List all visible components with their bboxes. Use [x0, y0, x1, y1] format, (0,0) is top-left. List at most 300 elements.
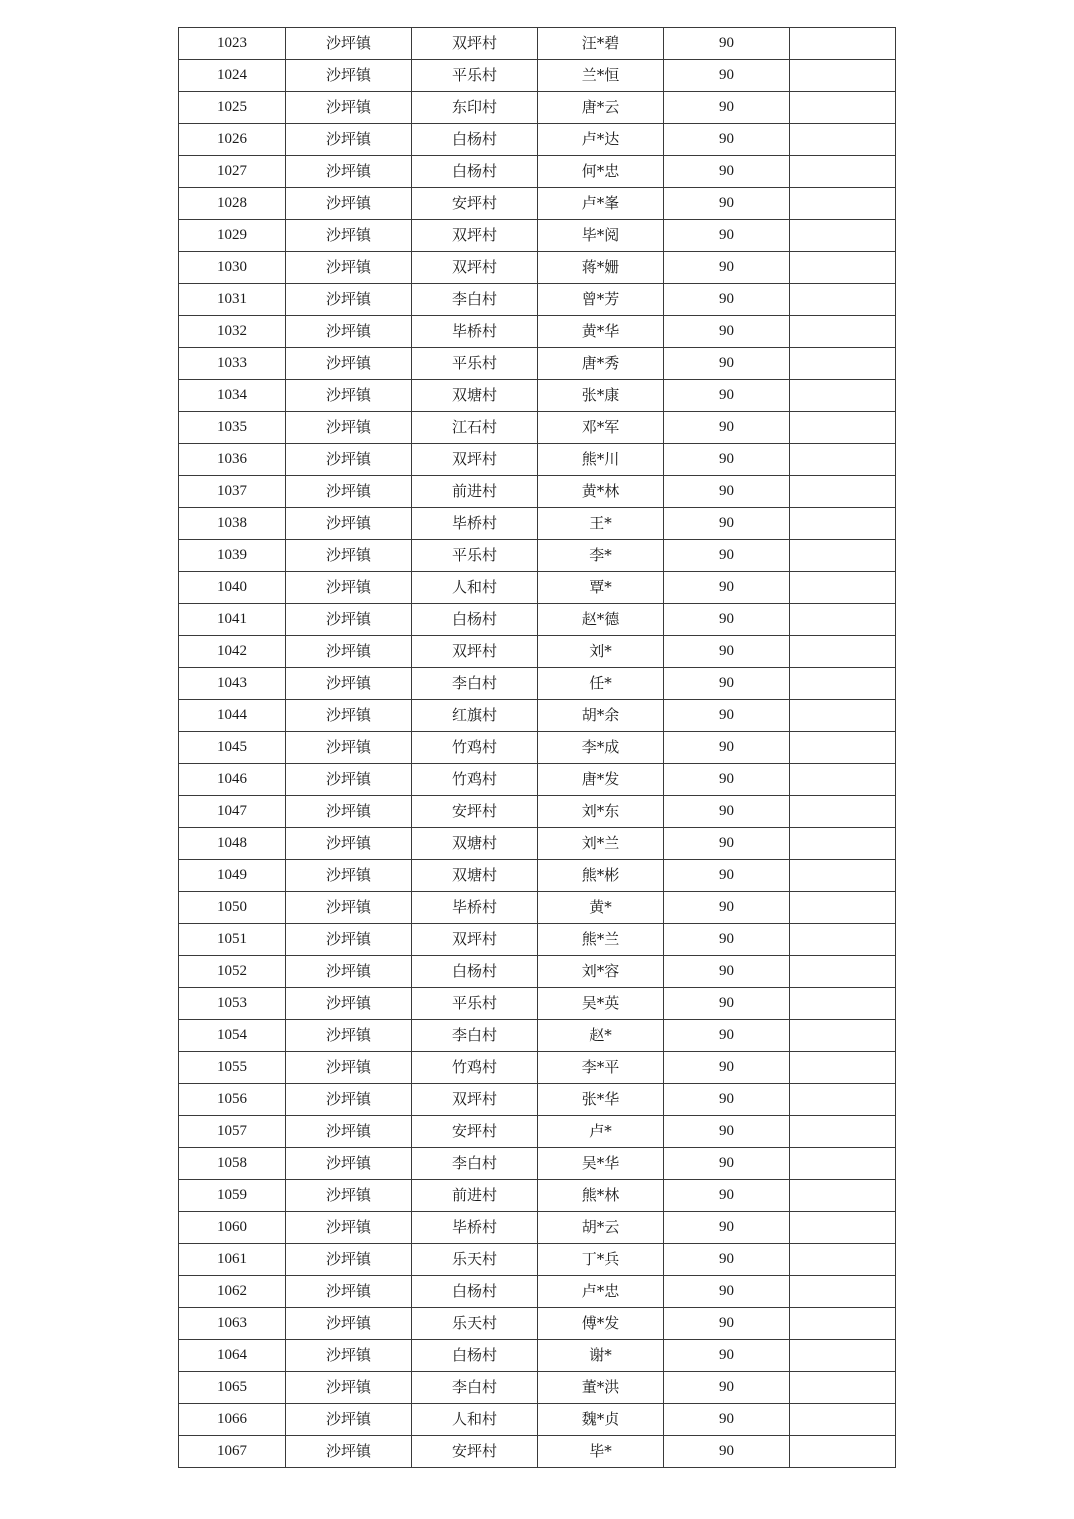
- cell-town: 沙坪镇: [286, 828, 412, 860]
- cell-row-number: 1028: [179, 188, 286, 220]
- cell-village: 安坪村: [412, 796, 538, 828]
- cell-name: 张*华: [538, 1084, 664, 1116]
- cell-amount: 90: [664, 572, 790, 604]
- cell-town: 沙坪镇: [286, 60, 412, 92]
- table-row: [179, 60, 896, 92]
- cell-town: 沙坪镇: [286, 956, 412, 988]
- table-row: [179, 924, 896, 956]
- cell-town: 沙坪镇: [286, 92, 412, 124]
- cell-amount: 90: [664, 956, 790, 988]
- table-row: [179, 1052, 896, 1084]
- cell-remark: [790, 284, 896, 316]
- table-row: [179, 860, 896, 892]
- table-row: [179, 1276, 896, 1308]
- cell-town: 沙坪镇: [286, 444, 412, 476]
- cell-remark: [790, 1052, 896, 1084]
- cell-town: 沙坪镇: [286, 604, 412, 636]
- table-row: [179, 92, 896, 124]
- cell-name: 兰*恒: [538, 60, 664, 92]
- cell-village: 双塘村: [412, 828, 538, 860]
- cell-remark: [790, 1276, 896, 1308]
- cell-amount: 90: [664, 316, 790, 348]
- cell-village: 安坪村: [412, 188, 538, 220]
- table-row: [179, 1372, 896, 1404]
- cell-town: 沙坪镇: [286, 156, 412, 188]
- cell-town: 沙坪镇: [286, 1180, 412, 1212]
- cell-remark: [790, 636, 896, 668]
- cell-amount: 90: [664, 60, 790, 92]
- cell-row-number: 1038: [179, 508, 286, 540]
- cell-row-number: 1044: [179, 700, 286, 732]
- table-row: [179, 1212, 896, 1244]
- cell-name: 董*洪: [538, 1372, 664, 1404]
- table-row: [179, 1244, 896, 1276]
- cell-name: 卢*忠: [538, 1276, 664, 1308]
- cell-amount: 90: [664, 444, 790, 476]
- cell-row-number: 1048: [179, 828, 286, 860]
- cell-row-number: 1051: [179, 924, 286, 956]
- cell-village: 东印村: [412, 92, 538, 124]
- cell-remark: [790, 348, 896, 380]
- cell-row-number: 1033: [179, 348, 286, 380]
- cell-amount: 90: [664, 220, 790, 252]
- cell-village: 双塘村: [412, 860, 538, 892]
- cell-village: 平乐村: [412, 988, 538, 1020]
- table-row: [179, 700, 896, 732]
- cell-row-number: 1024: [179, 60, 286, 92]
- table-row: [179, 764, 896, 796]
- cell-amount: 90: [664, 732, 790, 764]
- cell-name: 卢*: [538, 1116, 664, 1148]
- cell-amount: 90: [664, 1340, 790, 1372]
- table-row: [179, 1180, 896, 1212]
- cell-amount: 90: [664, 988, 790, 1020]
- cell-name: 赵*德: [538, 604, 664, 636]
- cell-name: 毕*: [538, 1436, 664, 1468]
- cell-town: 沙坪镇: [286, 668, 412, 700]
- cell-row-number: 1057: [179, 1116, 286, 1148]
- cell-town: 沙坪镇: [286, 28, 412, 60]
- cell-name: 胡*云: [538, 1212, 664, 1244]
- cell-town: 沙坪镇: [286, 316, 412, 348]
- cell-town: 沙坪镇: [286, 1308, 412, 1340]
- cell-remark: [790, 1308, 896, 1340]
- cell-town: 沙坪镇: [286, 1084, 412, 1116]
- cell-row-number: 1046: [179, 764, 286, 796]
- cell-amount: 90: [664, 828, 790, 860]
- cell-village: 竹鸡村: [412, 1052, 538, 1084]
- cell-row-number: 1040: [179, 572, 286, 604]
- cell-row-number: 1030: [179, 252, 286, 284]
- cell-row-number: 1029: [179, 220, 286, 252]
- cell-village: 人和村: [412, 572, 538, 604]
- cell-name: 熊*林: [538, 1180, 664, 1212]
- cell-name: 覃*: [538, 572, 664, 604]
- cell-village: 白杨村: [412, 956, 538, 988]
- cell-town: 沙坪镇: [286, 796, 412, 828]
- cell-name: 刘*东: [538, 796, 664, 828]
- cell-town: 沙坪镇: [286, 1244, 412, 1276]
- cell-remark: [790, 1212, 896, 1244]
- cell-town: 沙坪镇: [286, 476, 412, 508]
- cell-town: 沙坪镇: [286, 380, 412, 412]
- cell-name: 曾*芳: [538, 284, 664, 316]
- table-row: [179, 252, 896, 284]
- cell-remark: [790, 892, 896, 924]
- cell-name: 黄*: [538, 892, 664, 924]
- cell-remark: [790, 796, 896, 828]
- cell-amount: 90: [664, 1116, 790, 1148]
- cell-town: 沙坪镇: [286, 1212, 412, 1244]
- cell-amount: 90: [664, 1308, 790, 1340]
- cell-row-number: 1065: [179, 1372, 286, 1404]
- cell-name: 李*: [538, 540, 664, 572]
- cell-amount: 90: [664, 764, 790, 796]
- cell-remark: [790, 1436, 896, 1468]
- cell-remark: [790, 1244, 896, 1276]
- cell-town: 沙坪镇: [286, 540, 412, 572]
- cell-village: 白杨村: [412, 1340, 538, 1372]
- cell-remark: [790, 732, 896, 764]
- cell-name: 邓*军: [538, 412, 664, 444]
- cell-row-number: 1026: [179, 124, 286, 156]
- cell-village: 毕桥村: [412, 316, 538, 348]
- cell-village: 竹鸡村: [412, 732, 538, 764]
- table-row: [179, 1404, 896, 1436]
- table-row: [179, 316, 896, 348]
- cell-row-number: 1027: [179, 156, 286, 188]
- cell-remark: [790, 1404, 896, 1436]
- table-row: [179, 828, 896, 860]
- cell-town: 沙坪镇: [286, 348, 412, 380]
- table-row: [179, 188, 896, 220]
- cell-row-number: 1042: [179, 636, 286, 668]
- cell-name: 何*忠: [538, 156, 664, 188]
- cell-amount: 90: [664, 1244, 790, 1276]
- cell-town: 沙坪镇: [286, 412, 412, 444]
- cell-name: 王*: [538, 508, 664, 540]
- cell-row-number: 1039: [179, 540, 286, 572]
- cell-row-number: 1041: [179, 604, 286, 636]
- cell-town: 沙坪镇: [286, 700, 412, 732]
- cell-town: 沙坪镇: [286, 508, 412, 540]
- cell-name: 汪*碧: [538, 28, 664, 60]
- cell-name: 卢*峯: [538, 188, 664, 220]
- cell-remark: [790, 1148, 896, 1180]
- table-row: [179, 540, 896, 572]
- cell-row-number: 1056: [179, 1084, 286, 1116]
- cell-name: 谢*: [538, 1340, 664, 1372]
- cell-town: 沙坪镇: [286, 1436, 412, 1468]
- table-row: [179, 220, 896, 252]
- cell-amount: 90: [664, 540, 790, 572]
- cell-village: 安坪村: [412, 1116, 538, 1148]
- cell-remark: [790, 700, 896, 732]
- cell-row-number: 1034: [179, 380, 286, 412]
- cell-name: 吴*华: [538, 1148, 664, 1180]
- cell-name: 魏*贞: [538, 1404, 664, 1436]
- cell-village: 竹鸡村: [412, 764, 538, 796]
- cell-remark: [790, 60, 896, 92]
- cell-village: 平乐村: [412, 348, 538, 380]
- cell-row-number: 1066: [179, 1404, 286, 1436]
- cell-remark: [790, 764, 896, 796]
- cell-name: 刘*: [538, 636, 664, 668]
- cell-name: 黄*林: [538, 476, 664, 508]
- cell-amount: 90: [664, 508, 790, 540]
- cell-amount: 90: [664, 1372, 790, 1404]
- cell-town: 沙坪镇: [286, 252, 412, 284]
- cell-village: 毕桥村: [412, 508, 538, 540]
- cell-amount: 90: [664, 1436, 790, 1468]
- cell-row-number: 1054: [179, 1020, 286, 1052]
- cell-amount: 90: [664, 668, 790, 700]
- cell-remark: [790, 316, 896, 348]
- cell-amount: 90: [664, 348, 790, 380]
- table-row: [179, 1084, 896, 1116]
- cell-amount: 90: [664, 412, 790, 444]
- table-row: [179, 892, 896, 924]
- table-row: [179, 476, 896, 508]
- cell-amount: 90: [664, 28, 790, 60]
- cell-town: 沙坪镇: [286, 1116, 412, 1148]
- cell-village: 前进村: [412, 1180, 538, 1212]
- cell-row-number: 1058: [179, 1148, 286, 1180]
- cell-name: 任*: [538, 668, 664, 700]
- cell-name: 丁*兵: [538, 1244, 664, 1276]
- table-row: [179, 28, 896, 60]
- cell-town: 沙坪镇: [286, 284, 412, 316]
- cell-remark: [790, 956, 896, 988]
- cell-row-number: 1055: [179, 1052, 286, 1084]
- cell-name: 赵*: [538, 1020, 664, 1052]
- cell-row-number: 1052: [179, 956, 286, 988]
- cell-village: 乐天村: [412, 1308, 538, 1340]
- cell-village: 李白村: [412, 284, 538, 316]
- table-row: [179, 988, 896, 1020]
- cell-remark: [790, 1084, 896, 1116]
- cell-row-number: 1036: [179, 444, 286, 476]
- cell-town: 沙坪镇: [286, 1148, 412, 1180]
- table-row: [179, 1020, 896, 1052]
- cell-remark: [790, 412, 896, 444]
- cell-village: 李白村: [412, 668, 538, 700]
- cell-town: 沙坪镇: [286, 732, 412, 764]
- cell-village: 双坪村: [412, 28, 538, 60]
- cell-village: 江石村: [412, 412, 538, 444]
- cell-amount: 90: [664, 156, 790, 188]
- table-row: [179, 444, 896, 476]
- roster-table: [178, 27, 896, 1468]
- cell-name: 胡*余: [538, 700, 664, 732]
- cell-remark: [790, 1020, 896, 1052]
- table-row: [179, 796, 896, 828]
- cell-village: 李白村: [412, 1020, 538, 1052]
- cell-village: 白杨村: [412, 156, 538, 188]
- cell-remark: [790, 92, 896, 124]
- cell-amount: 90: [664, 700, 790, 732]
- cell-remark: [790, 604, 896, 636]
- cell-row-number: 1043: [179, 668, 286, 700]
- cell-amount: 90: [664, 924, 790, 956]
- cell-name: 李*成: [538, 732, 664, 764]
- cell-village: 双坪村: [412, 636, 538, 668]
- table-row: [179, 1116, 896, 1148]
- cell-row-number: 1035: [179, 412, 286, 444]
- cell-remark: [790, 252, 896, 284]
- cell-name: 张*康: [538, 380, 664, 412]
- cell-town: 沙坪镇: [286, 1372, 412, 1404]
- cell-remark: [790, 572, 896, 604]
- cell-village: 白杨村: [412, 1276, 538, 1308]
- cell-town: 沙坪镇: [286, 1276, 412, 1308]
- cell-town: 沙坪镇: [286, 124, 412, 156]
- cell-amount: 90: [664, 188, 790, 220]
- table-row: [179, 604, 896, 636]
- cell-row-number: 1050: [179, 892, 286, 924]
- cell-row-number: 1023: [179, 28, 286, 60]
- cell-row-number: 1047: [179, 796, 286, 828]
- cell-amount: 90: [664, 1212, 790, 1244]
- cell-town: 沙坪镇: [286, 1340, 412, 1372]
- cell-town: 沙坪镇: [286, 1020, 412, 1052]
- cell-amount: 90: [664, 1148, 790, 1180]
- cell-name: 熊*川: [538, 444, 664, 476]
- cell-remark: [790, 988, 896, 1020]
- cell-amount: 90: [664, 476, 790, 508]
- cell-row-number: 1053: [179, 988, 286, 1020]
- cell-village: 李白村: [412, 1148, 538, 1180]
- cell-amount: 90: [664, 92, 790, 124]
- cell-name: 蒋*姗: [538, 252, 664, 284]
- cell-town: 沙坪镇: [286, 764, 412, 796]
- table-row: [179, 1148, 896, 1180]
- cell-remark: [790, 220, 896, 252]
- table-row: [179, 284, 896, 316]
- cell-remark: [790, 924, 896, 956]
- cell-remark: [790, 124, 896, 156]
- cell-village: 李白村: [412, 1372, 538, 1404]
- cell-town: 沙坪镇: [286, 1404, 412, 1436]
- roster-table-body: [179, 28, 896, 1468]
- cell-amount: 90: [664, 380, 790, 412]
- cell-town: 沙坪镇: [286, 636, 412, 668]
- cell-remark: [790, 1180, 896, 1212]
- table-row: [179, 348, 896, 380]
- cell-row-number: 1063: [179, 1308, 286, 1340]
- cell-town: 沙坪镇: [286, 188, 412, 220]
- cell-amount: 90: [664, 1052, 790, 1084]
- cell-remark: [790, 476, 896, 508]
- cell-name: 刘*兰: [538, 828, 664, 860]
- table-row: [179, 380, 896, 412]
- cell-amount: 90: [664, 860, 790, 892]
- cell-row-number: 1031: [179, 284, 286, 316]
- cell-town: 沙坪镇: [286, 1052, 412, 1084]
- table-row: [179, 572, 896, 604]
- cell-row-number: 1049: [179, 860, 286, 892]
- cell-row-number: 1060: [179, 1212, 286, 1244]
- cell-name: 熊*彬: [538, 860, 664, 892]
- table-row: [179, 156, 896, 188]
- cell-name: 唐*秀: [538, 348, 664, 380]
- cell-village: 毕桥村: [412, 892, 538, 924]
- cell-remark: [790, 860, 896, 892]
- cell-amount: 90: [664, 1404, 790, 1436]
- cell-village: 双坪村: [412, 220, 538, 252]
- cell-remark: [790, 188, 896, 220]
- cell-row-number: 1045: [179, 732, 286, 764]
- cell-name: 唐*发: [538, 764, 664, 796]
- cell-remark: [790, 1340, 896, 1372]
- cell-remark: [790, 540, 896, 572]
- cell-village: 双坪村: [412, 444, 538, 476]
- table-row: [179, 956, 896, 988]
- cell-name: 傅*发: [538, 1308, 664, 1340]
- cell-row-number: 1062: [179, 1276, 286, 1308]
- cell-remark: [790, 1372, 896, 1404]
- cell-name: 李*平: [538, 1052, 664, 1084]
- table-row: [179, 1340, 896, 1372]
- cell-town: 沙坪镇: [286, 220, 412, 252]
- cell-amount: 90: [664, 1084, 790, 1116]
- cell-amount: 90: [664, 1276, 790, 1308]
- cell-name: 熊*兰: [538, 924, 664, 956]
- cell-name: 卢*达: [538, 124, 664, 156]
- cell-village: 人和村: [412, 1404, 538, 1436]
- table-row: [179, 1436, 896, 1468]
- cell-name: 唐*云: [538, 92, 664, 124]
- cell-name: 刘*容: [538, 956, 664, 988]
- table-row: [179, 124, 896, 156]
- cell-remark: [790, 444, 896, 476]
- cell-row-number: 1032: [179, 316, 286, 348]
- cell-remark: [790, 380, 896, 412]
- cell-row-number: 1037: [179, 476, 286, 508]
- cell-name: 毕*阅: [538, 220, 664, 252]
- cell-village: 红旗村: [412, 700, 538, 732]
- cell-village: 安坪村: [412, 1436, 538, 1468]
- cell-row-number: 1067: [179, 1436, 286, 1468]
- cell-amount: 90: [664, 124, 790, 156]
- cell-village: 双坪村: [412, 252, 538, 284]
- cell-remark: [790, 156, 896, 188]
- cell-village: 双塘村: [412, 380, 538, 412]
- cell-village: 毕桥村: [412, 1212, 538, 1244]
- cell-amount: 90: [664, 252, 790, 284]
- cell-village: 乐天村: [412, 1244, 538, 1276]
- cell-village: 平乐村: [412, 60, 538, 92]
- cell-amount: 90: [664, 892, 790, 924]
- cell-row-number: 1059: [179, 1180, 286, 1212]
- cell-amount: 90: [664, 636, 790, 668]
- cell-village: 平乐村: [412, 540, 538, 572]
- cell-amount: 90: [664, 796, 790, 828]
- cell-row-number: 1061: [179, 1244, 286, 1276]
- cell-name: 吴*英: [538, 988, 664, 1020]
- cell-town: 沙坪镇: [286, 892, 412, 924]
- cell-row-number: 1025: [179, 92, 286, 124]
- cell-town: 沙坪镇: [286, 860, 412, 892]
- cell-village: 白杨村: [412, 604, 538, 636]
- cell-remark: [790, 1116, 896, 1148]
- cell-amount: 90: [664, 284, 790, 316]
- cell-row-number: 1064: [179, 1340, 286, 1372]
- cell-remark: [790, 828, 896, 860]
- cell-remark: [790, 668, 896, 700]
- cell-village: 白杨村: [412, 124, 538, 156]
- cell-village: 双坪村: [412, 924, 538, 956]
